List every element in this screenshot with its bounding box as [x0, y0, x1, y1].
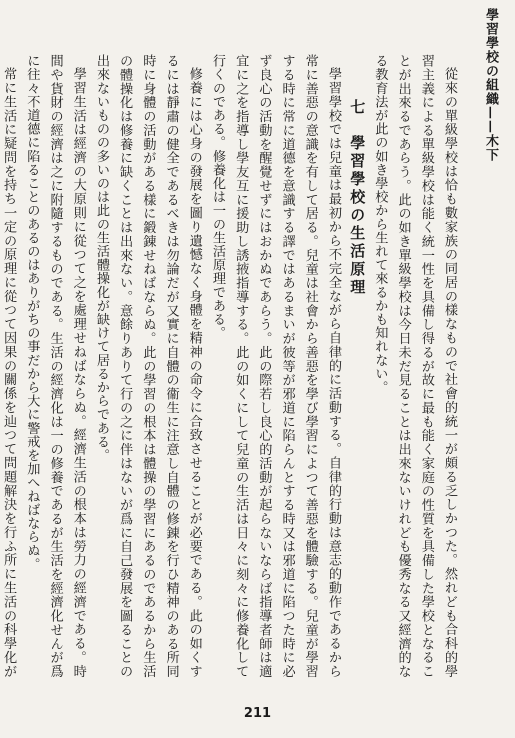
- paragraph: 學習生活は經濟の大原則に從つて之を處理せねばならぬ。經濟生活の根本は勞力の經濟である。時間や貨財の經濟は之に附隨するものである。生活の經濟化は一の修養であるが生活を經濟化せんが爲に往々不道德に陷ることのあるのはありがちの事だから大に警戒を加へねばならぬ。: [24, 54, 86, 678]
- running-head: 學習學校の組織——木下: [483, 8, 498, 162]
- paragraph: 修養には心身の發展を圖り遺憾なく身體を精神の命令に合致させることが必要である。此の如くするには靜肅の健全であるべきは勿論だが又實に自體の衞生に注意し自體の修錬を行ひ精神のある所同時に身體の活動がある樣に鍛錬せねばならぬ。此の學習の根本は體操の學習にあるのであるから生活の體操化は修養に缺くことは出來ない。意餘りありて行の之に伴はないが爲に自己發展を圖ることの出來ないものの多いのは此の生活體操化が缺けて居るからである。: [93, 54, 202, 678]
- paragraph: 學習學校では兒童は最初から不完全ながら自律的に活動する。自律的行動は意志的動作であるから常に善惡の意識を有して居る。兒童は社會から善惡を學び學習によつて善惡を體驗する。兒童が學習する時に常に道德を意識する譯ではあるまいが彼等が邪道に陷らんとする時又は邪道に陷つた時に必ず良心の活動を醒覺せずにはおかぬであらう。此の際若し良心的活動が起らないならば指導者師は適宜に之を指導し學友互に援助し誘掖指導する。此の如くにして兒童の生活は日々に刻々に修養化して行くのである。修養化は一の生活原理である。: [209, 54, 341, 678]
- paragraph: 常に生活に疑問を持ち一定の原理に從つて因果の關係を辿つて問題解決を行ふ所に生活の科學化が: [1, 67, 17, 678]
- paragraph: 從來の單級學校は恰も數家族の同居の樣なもので社會的統一が頗る乏しかつた。然れども合科的學習主義による單級學校は能く統一性を具備し得るが故に最も能く家庭の性質を具備した學校となることが出來るであらう。此の如き單級學校は今日未だ見ることは出來ないけれども優秀なる又經濟的なる教育法が此の如き學校から生れて來るかも知れない。: [372, 54, 457, 678]
- body-text: [1, 54, 461, 678]
- section-heading: 七 學習學校の生活原理: [348, 99, 367, 297]
- page-number: 211: [243, 706, 272, 721]
